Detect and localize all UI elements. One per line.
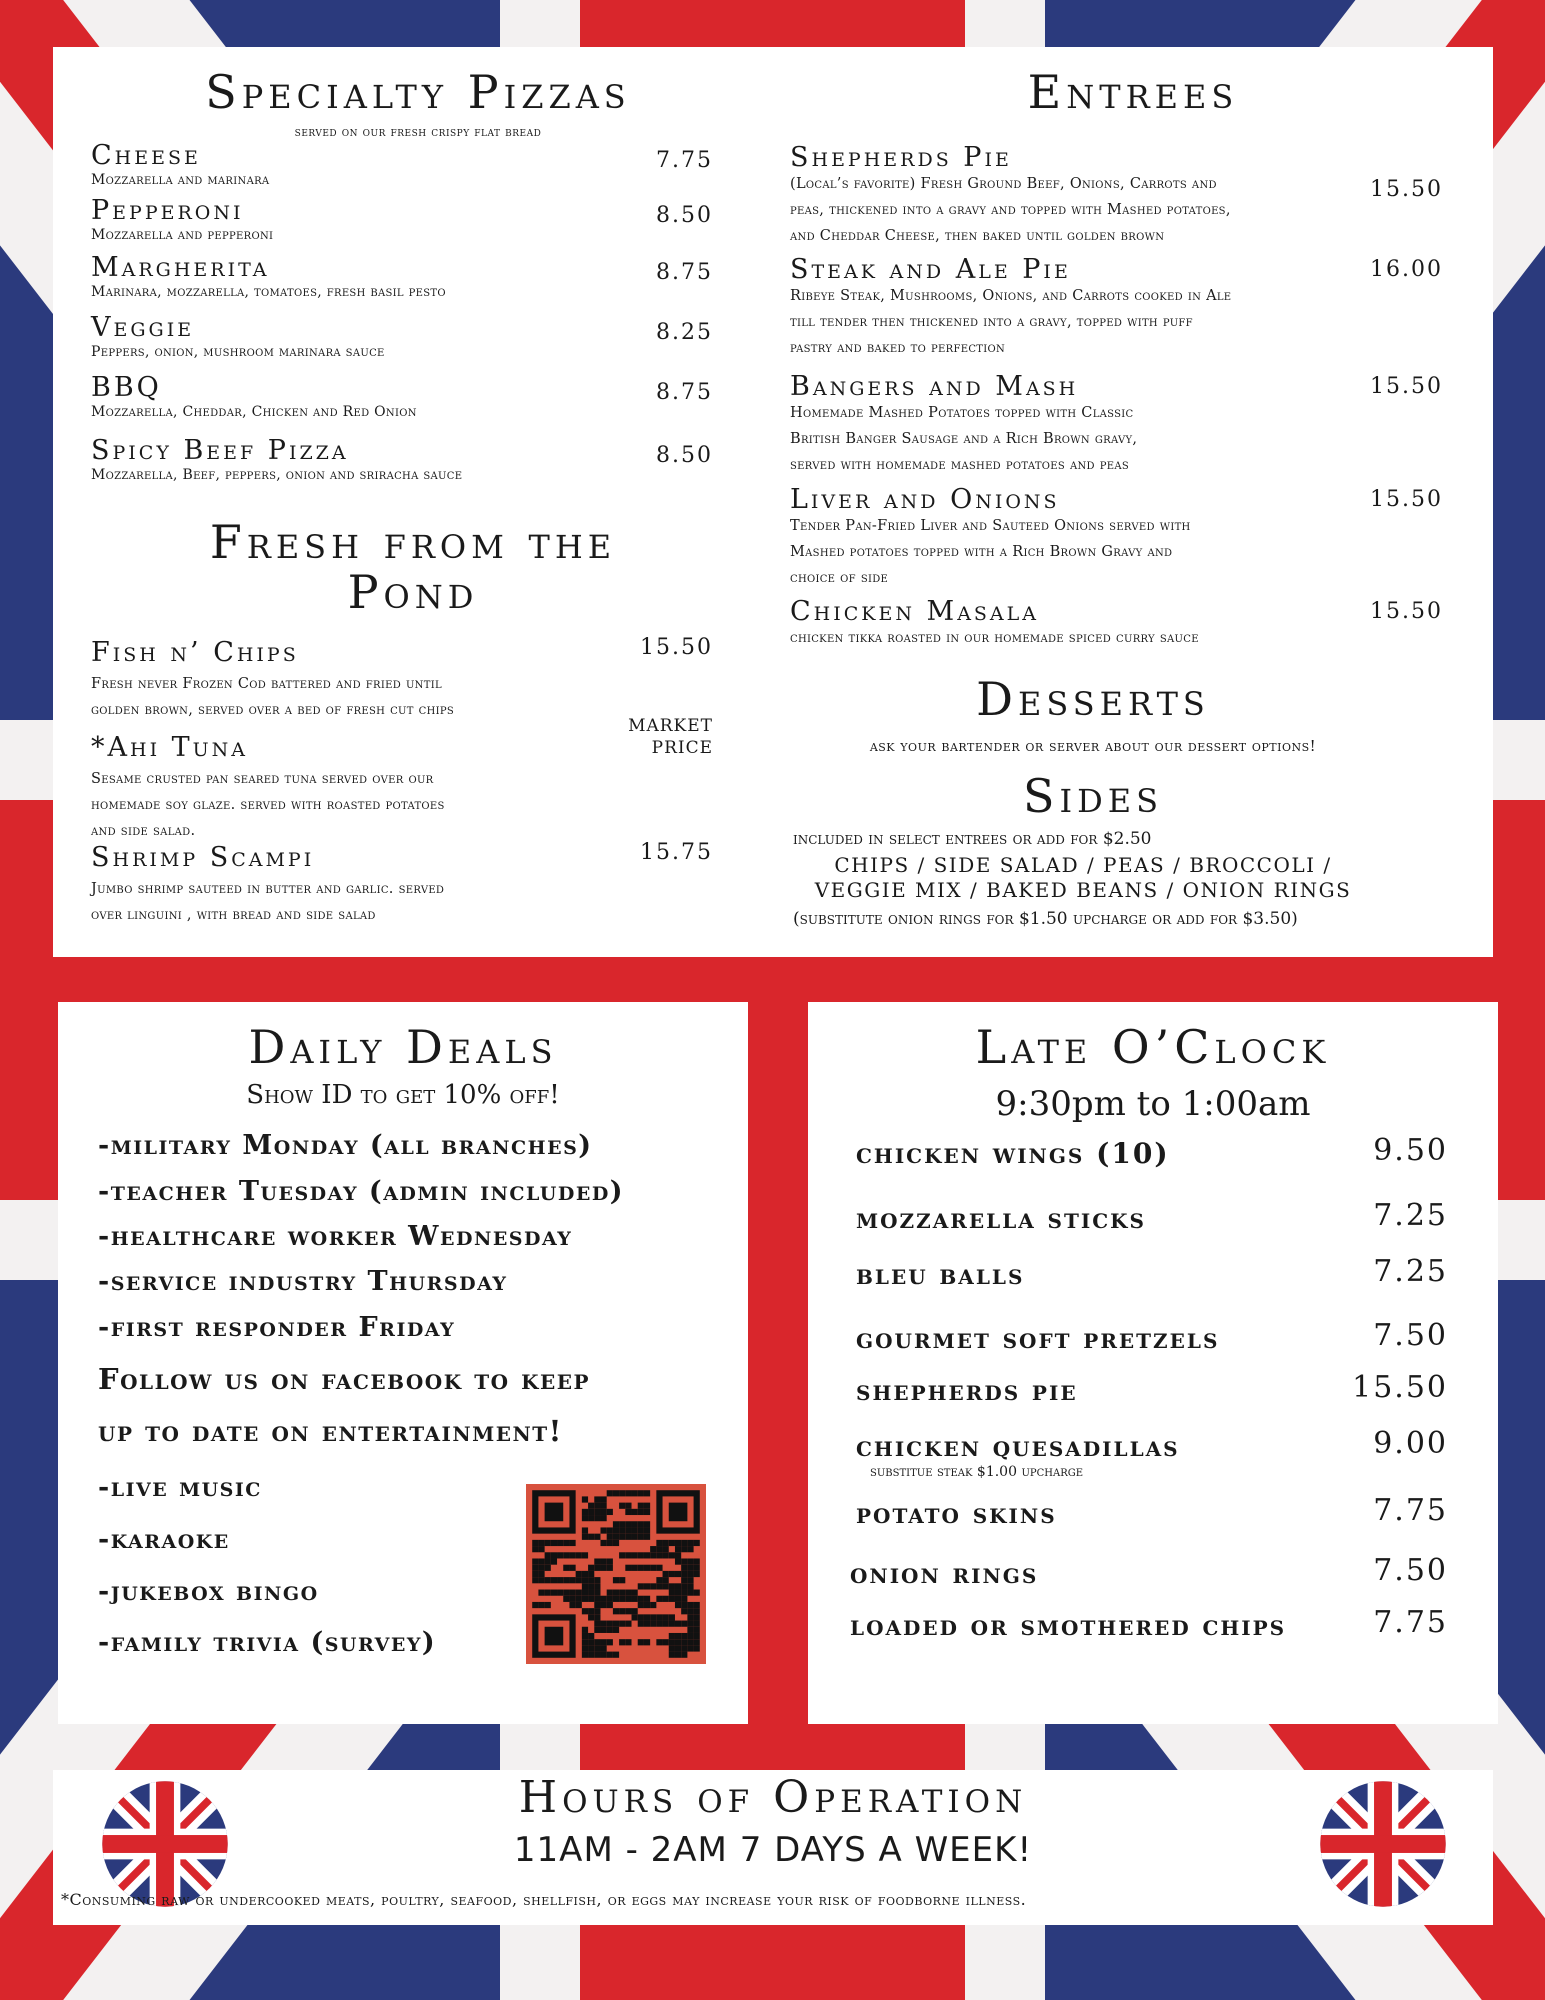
event-item: -live music [98, 1472, 262, 1503]
late-item-name: loaded or smothered chips [850, 1609, 1287, 1642]
late-item-price: 9.00 [1373, 1426, 1448, 1461]
pizzas-title: Specialty Pizzas [205, 65, 631, 119]
late-title: Late O’Clock [975, 1020, 1331, 1074]
pond-item-description: homemade soy glaze. served with roasted potatoes [91, 797, 445, 813]
pond-section [83, 517, 743, 617]
hours-title: Hours of Operation [518, 1772, 1028, 1823]
pizza-price: 8.25 [656, 320, 713, 345]
pond-item-name: Shrimp Scampi [91, 842, 315, 873]
late-item-name: potato skins [856, 1497, 1057, 1530]
entree-name: Bangers and Mash [790, 371, 1079, 402]
entree-name: Liver and Onions [790, 484, 1060, 515]
pond-item-price: 15.75 [640, 840, 713, 865]
entree-price: 15.50 [1370, 374, 1443, 399]
entree-description: peas, thickened into a gravy and topped with Mashed potatoes, [790, 202, 1231, 218]
facebook-qr-code[interactable] [526, 1484, 706, 1664]
pizza-name: Veggie [91, 312, 195, 343]
deals-title: Daily Deals [248, 1020, 558, 1074]
pizza-description: Mozzarella, Beef, peppers, onion and sriracha sauce [91, 467, 463, 483]
late-item-name: chicken quesadillas [856, 1430, 1180, 1463]
event-item: -family trivia (survey) [98, 1627, 437, 1658]
hours-text: 11AM - 2AM 7 DAYS A WEEK! [513, 1830, 1033, 1870]
late-item-name: gourmet soft pretzels [856, 1322, 1220, 1355]
pizza-description: Mozzarella and pepperoni [91, 227, 274, 243]
main-menu-panel [53, 47, 1493, 957]
entree-description: served with homemade mashed potatoes and peas [790, 457, 1130, 473]
pizza-price: 7.75 [656, 148, 713, 173]
pond-item-price: PRICE [651, 738, 713, 758]
pond-item-description: Fresh never Frozen Cod battered and fried until [91, 676, 442, 692]
allergy-disclaimer: *Consuming raw or undercooked meats, poultry, seafood, shellfish, or eggs may increase your risk of foodborne illness. [61, 1890, 1027, 1909]
pizza-name: Margherita [91, 252, 270, 283]
pond-item-description: golden brown, served over a bed of fresh cut chips [91, 702, 455, 718]
follow-line2: up to date on entertainment! [98, 1414, 563, 1448]
deal-item: -military Monday (all branches) [98, 1130, 593, 1161]
deals-subtitle: Show ID to get 10% off! [246, 1080, 560, 1110]
late-item-price: 7.75 [1373, 1605, 1448, 1640]
late-hours: 9:30pm to 1:00am [995, 1084, 1311, 1124]
pizza-price: 8.50 [656, 443, 713, 468]
entree-name: Shepherds Pie [790, 142, 1012, 173]
event-item: -jukebox bingo [98, 1576, 319, 1607]
entree-description: choice of side [790, 570, 889, 586]
pond-title-line1: Fresh from the [209, 515, 617, 569]
quesadilla-note: substitue steak $1.00 upcharge [870, 1464, 1084, 1480]
entree-description: chicken tikka roasted in our homemade spiced curry sauce [790, 630, 1199, 646]
pond-item-description: Sesame crusted pan seared tuna served over our [91, 771, 434, 787]
late-item-name: bleu balls [856, 1258, 1025, 1291]
late-item-price: 15.50 [1352, 1370, 1448, 1405]
pizza-description: Marinara, mozzarella, tomatoes, fresh basil pesto [91, 284, 446, 300]
pizza-description: Peppers, onion, mushroom marinara sauce [91, 344, 385, 360]
entree-name: Chicken Masala [790, 596, 1039, 627]
deal-item: -teacher Tuesday (admin included) [98, 1176, 625, 1207]
late-item-price: 7.25 [1373, 1254, 1448, 1289]
sides-line3: VEGGIE MIX / BAKED BEANS / ONION RINGS [814, 878, 1352, 902]
entrees-title: Entrees [1027, 65, 1239, 119]
entree-description: Homemade Mashed Potatoes topped with Classic [790, 405, 1134, 421]
follow-line1: Follow us on facebook to keep [98, 1362, 591, 1396]
deal-item: -first responder Friday [98, 1312, 456, 1343]
desserts-title: Desserts [976, 672, 1210, 726]
entree-description: British Banger Sausage and a Rich Brown gravy, [790, 431, 1138, 447]
pond-item-price: MARKET [628, 716, 713, 736]
sides-line1: included in select entrees or add for $2.50 [793, 829, 1152, 849]
event-item: -karaoke [98, 1524, 230, 1555]
sides-line2: CHIPS / SIDE SALAD / PEAS / BROCCOLI / [834, 853, 1332, 877]
late-item-name: onion rings [850, 1557, 1039, 1590]
late-item-price: 7.25 [1373, 1198, 1448, 1233]
entree-description: Ribeye Steak, Mushrooms, Onions, and Carrots cooked in Ale [790, 288, 1232, 304]
pizza-name: Spicy Beef Pizza [91, 435, 349, 466]
pizza-price: 8.75 [656, 380, 713, 405]
late-item-price: 7.50 [1373, 1318, 1448, 1353]
desserts-text: ask your bartender or server about our dessert options! [869, 737, 1317, 755]
entree-description: (Local’s favorite) Fresh Ground Beef, Onions, Carrots and [790, 176, 1217, 192]
pond-item-price: 15.50 [640, 635, 713, 660]
late-item-price: 7.50 [1373, 1553, 1448, 1588]
deal-item: -healthcare worker Wednesday [98, 1221, 573, 1252]
entree-description: and Cheddar Cheese, then baked until golden brown [790, 228, 1165, 244]
entree-description: Mashed potatoes topped with a Rich Brown Gravy and [790, 544, 1173, 560]
late-item-name: mozzarella sticks [856, 1202, 1146, 1235]
daily-deals-panel [58, 1002, 748, 1724]
pizzas-subtitle: served on our fresh crispy flat bread [294, 125, 542, 140]
pond-title-line2: Pond [347, 565, 479, 619]
pizza-description: Mozzarella and marinara [91, 172, 270, 188]
pizzas-section [73, 65, 763, 140]
pond-item-description: and side salad. [91, 823, 196, 839]
entree-price: 15.50 [1370, 177, 1443, 202]
entree-description: Tender Pan-Fried Liver and Sauteed Onions served with [790, 518, 1191, 534]
pizza-description: Mozzarella, Cheddar, Chicken and Red Onion [91, 404, 417, 420]
sides-line4: (substitute onion rings for $1.50 upcharge or add for $3.50) [793, 909, 1298, 929]
late-item-price: 9.50 [1373, 1133, 1448, 1168]
entree-price: 15.50 [1370, 599, 1443, 624]
pizza-name: Cheese [91, 140, 201, 171]
pond-item-name: *Ahi Tuna [91, 732, 249, 763]
pizza-name: Pepperoni [91, 195, 244, 226]
hours-panel [53, 1770, 1493, 1925]
entree-price: 16.00 [1370, 257, 1443, 282]
entree-description: pastry and baked to perfection [790, 340, 1006, 356]
pizza-price: 8.75 [656, 260, 713, 285]
pizza-price: 8.50 [656, 203, 713, 228]
pond-item-description: over linguini , with bread and side salad [91, 907, 376, 923]
entree-price: 15.50 [1370, 487, 1443, 512]
sides-title: Sides [1022, 769, 1164, 823]
late-item-name: chicken wings (10) [856, 1137, 1170, 1170]
pond-item-description: Jumbo shrimp sauteed in butter and garlic. served [91, 881, 445, 897]
pond-item-name: Fish n’ Chips [91, 637, 299, 668]
late-item-price: 7.75 [1373, 1493, 1448, 1528]
late-item-name: shepherds pie [856, 1374, 1078, 1407]
pizza-name: BBQ [91, 372, 162, 403]
entree-name: Steak and Ale Pie [790, 254, 1071, 285]
deal-item: -service industry Thursday [98, 1266, 508, 1297]
late-oclock-panel [808, 1002, 1498, 1724]
entree-description: till tender then thickened into a gravy, topped with puff [790, 314, 1193, 330]
